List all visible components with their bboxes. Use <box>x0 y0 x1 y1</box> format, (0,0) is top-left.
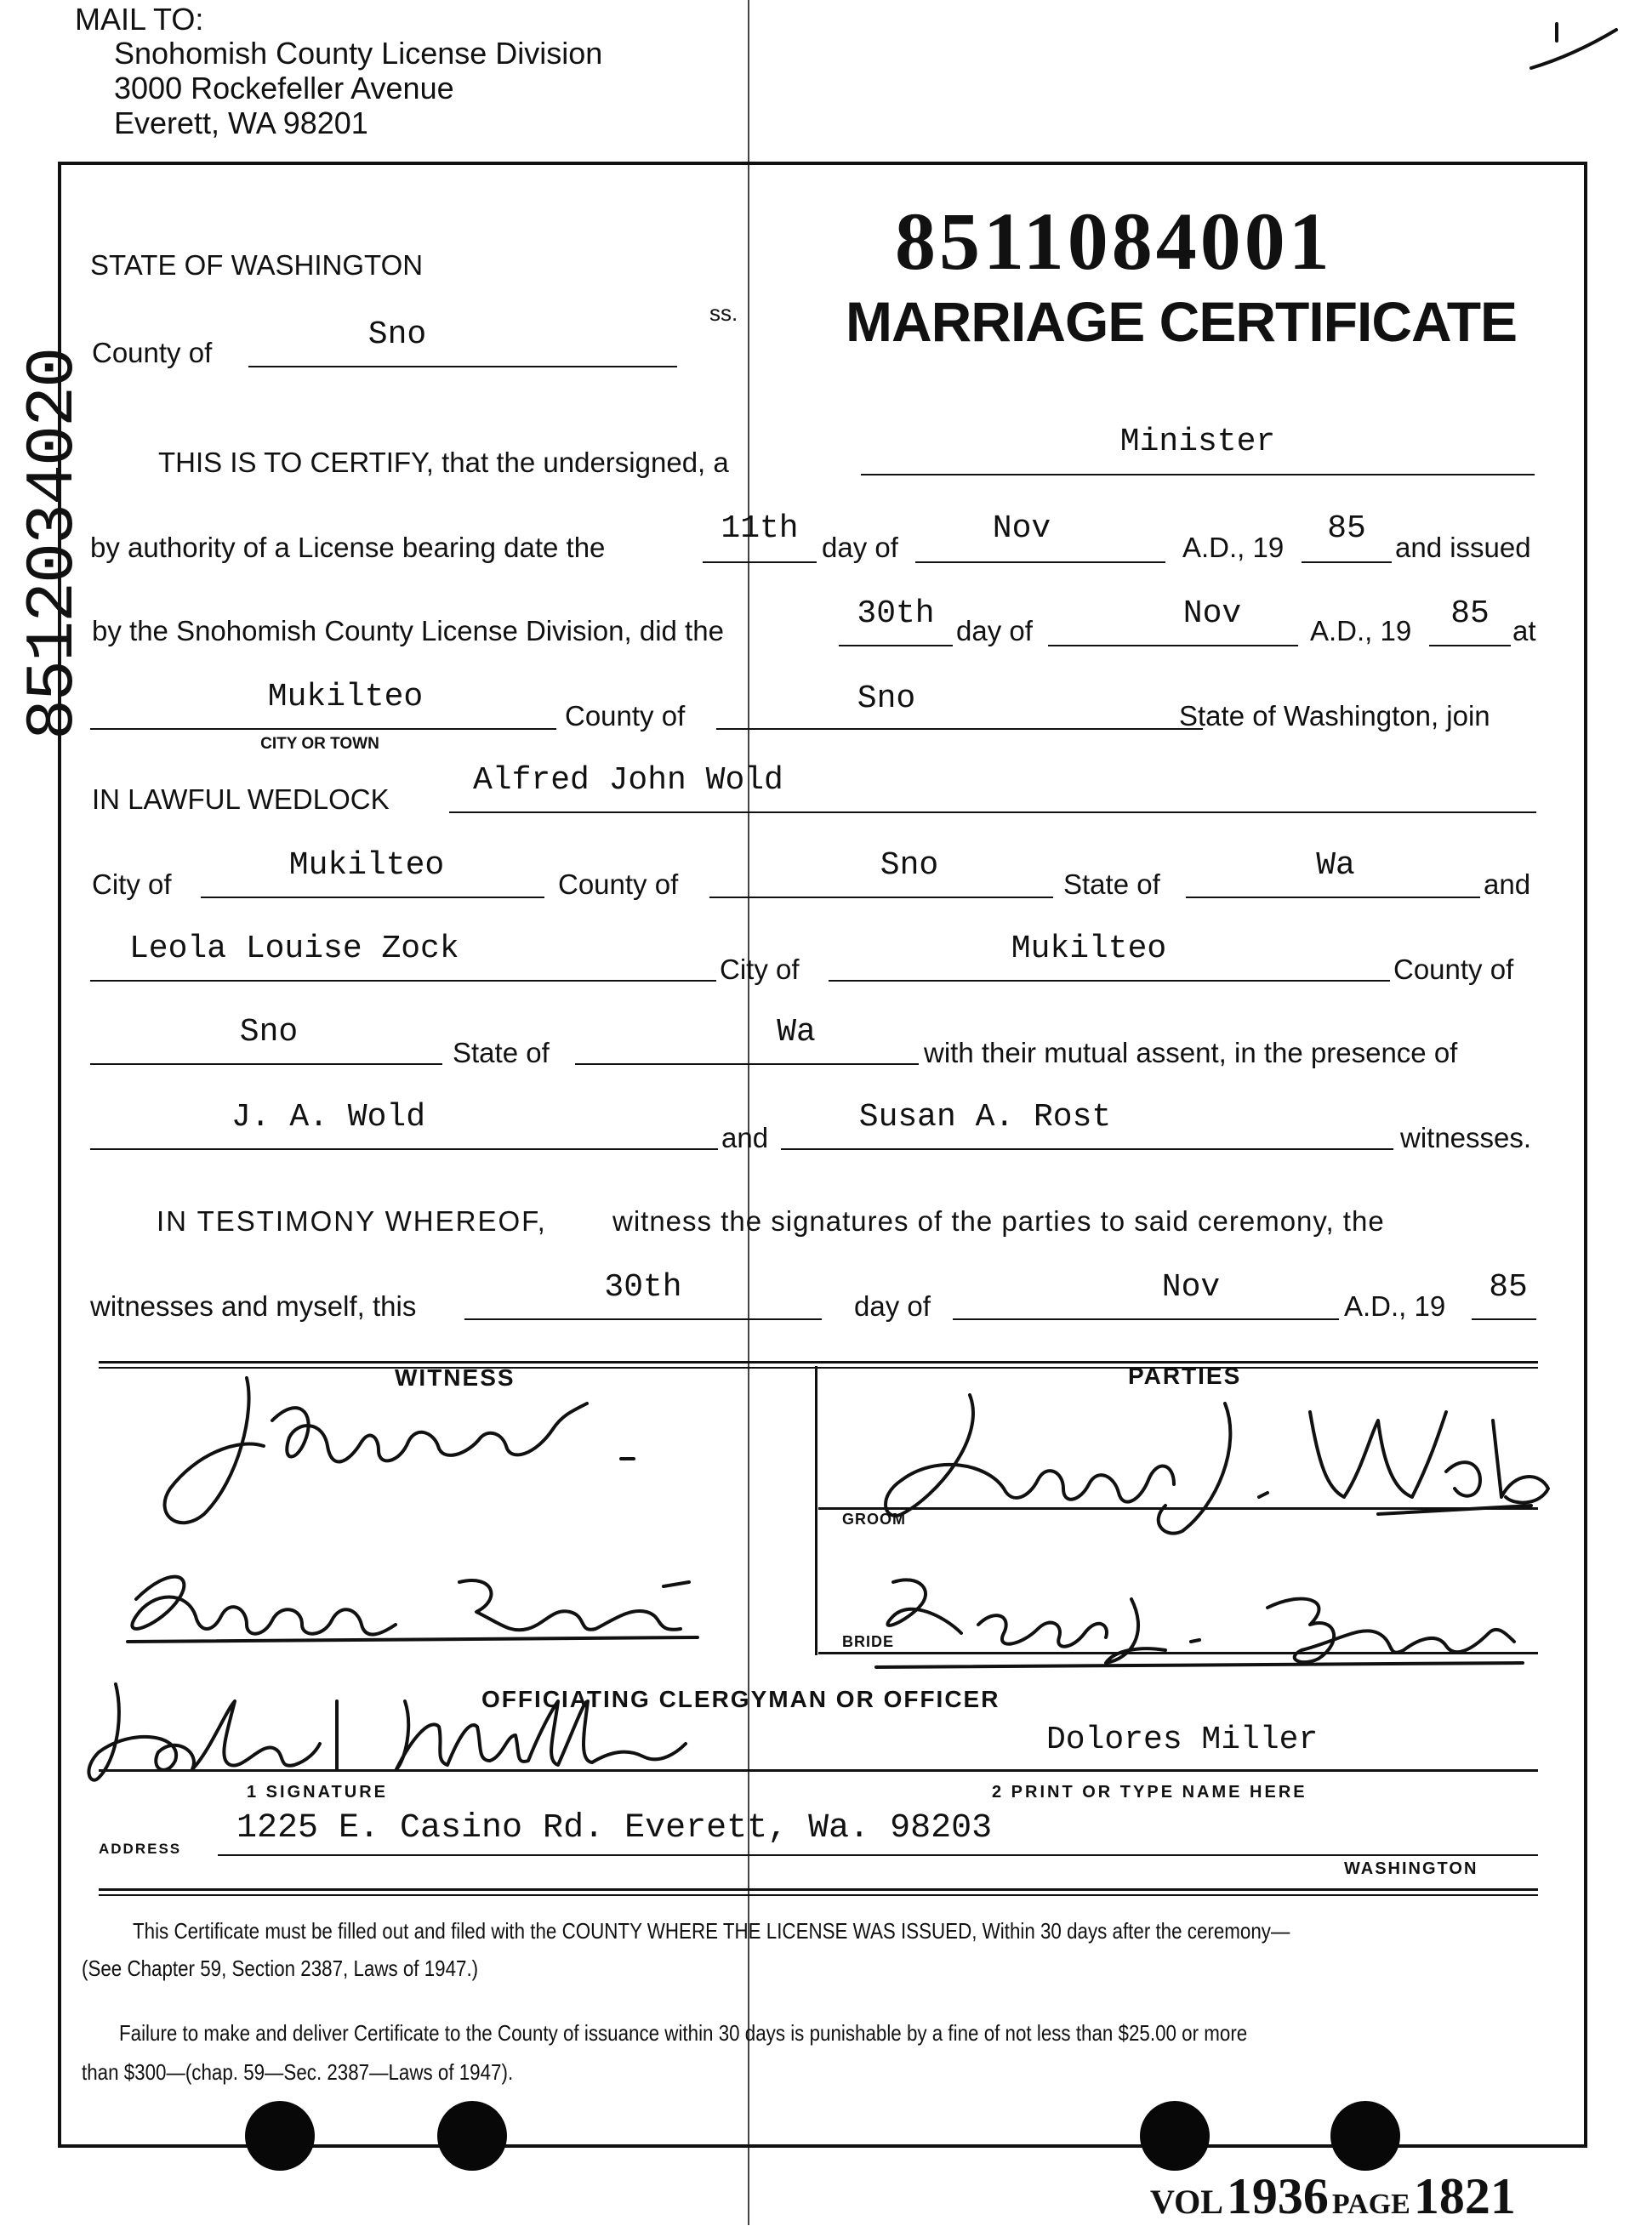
ceremony-day-line <box>839 645 953 646</box>
county-value: Sno <box>367 316 427 353</box>
punch-hole-4 <box>1330 2101 1400 2171</box>
place-county-line <box>716 728 1203 730</box>
bride-name: Leola Louise Zock <box>129 931 459 967</box>
groom-city-label: City of <box>92 868 172 900</box>
groom-state-label: State of <box>1063 868 1160 900</box>
place-city-line <box>90 728 556 730</box>
county-line <box>248 366 677 367</box>
ceremony-suffix: at <box>1512 615 1536 646</box>
mail-to-heading: MAIL TO: <box>75 2 204 37</box>
groom-city-line <box>201 897 544 898</box>
groom-county-line <box>709 897 1053 898</box>
bride-suffix: with their mutual assent, in the presence of <box>924 1037 1458 1068</box>
page-number: 1821 <box>1413 2168 1516 2224</box>
witness-one: J. A. Wold <box>231 1099 426 1136</box>
bride-county: Sno <box>239 1014 299 1050</box>
address-bottom-rule-2 <box>99 1894 1538 1896</box>
groom-county: Sno <box>880 847 939 884</box>
groom-and: and <box>1484 868 1531 900</box>
testimony-ad: A.D., 19 <box>1344 1290 1446 1322</box>
certify-label: THIS IS TO CERTIFY, that the undersigned, a <box>158 447 729 478</box>
bride-state: Wa <box>777 1014 816 1050</box>
state-label: STATE OF WASHINGTON <box>90 249 424 281</box>
address-bottom-rule <box>99 1888 1538 1891</box>
ceremony-year-line <box>1429 645 1511 646</box>
bride-signature <box>859 1557 1540 1676</box>
license-suffix: and issued <box>1395 532 1531 563</box>
testimony-month: Nov <box>1161 1269 1221 1306</box>
testimony-day: 30th <box>604 1269 682 1306</box>
witnesses-suffix: witnesses. <box>1400 1122 1532 1153</box>
testimony-prefix: witnesses and myself, this <box>90 1290 417 1322</box>
testimony-month-line <box>953 1318 1339 1320</box>
filing-note-line-2: (See Chapter 59, Section 2387, Laws of 1947.) <box>82 1956 479 1981</box>
groom-label: GROOM <box>842 1511 906 1528</box>
groom-name-line <box>449 811 1536 813</box>
bride-label: BRIDE <box>842 1633 895 1650</box>
certificate-number: 8511084001 <box>895 196 1333 287</box>
wedlock-label: IN LAWFUL WEDLOCK <box>92 783 390 815</box>
place-city: Mukilteo <box>267 679 424 715</box>
vol-number: 1936 <box>1226 2168 1329 2224</box>
groom-state: Wa <box>1316 847 1355 884</box>
testimony-day-of: day of <box>854 1290 931 1322</box>
address-value: 1225 E. Casino Rd. Everett, Wa. 98203 <box>236 1809 993 1847</box>
testimony-year-line <box>1472 1318 1536 1320</box>
mail-to-line-3: Everett, WA 98201 <box>114 105 368 140</box>
witness-one-line <box>90 1148 718 1150</box>
record-stamp <box>1150 2167 1516 2226</box>
document-title: MARRIAGE CERTIFICATE <box>846 290 1518 353</box>
bride-name-line <box>90 980 716 982</box>
groom-name: Alfred John Wold <box>473 762 783 799</box>
punch-hole-2 <box>437 2101 507 2171</box>
license-year-line <box>1302 561 1392 563</box>
witnesses-and: and <box>721 1122 769 1153</box>
bride-state-label: State of <box>453 1037 550 1068</box>
filing-note-line-1: This Certificate must be filled out and filed with the COUNTY WHERE THE LICENSE WAS ISSUED, Within 30 days after the ceremony— <box>133 1918 1290 1944</box>
witness-signature-1 <box>145 1361 655 1548</box>
ceremony-ad: A.D., 19 <box>1310 615 1412 646</box>
place-county-label: County of <box>565 700 686 732</box>
county-label: County of <box>92 337 213 368</box>
officiant-title: Minister <box>1119 424 1276 460</box>
license-month: Nov <box>992 510 1051 547</box>
testimony-lead: IN TESTIMONY WHEREOF, <box>157 1205 547 1237</box>
print-name-caption: 2 PRINT OR TYPE NAME HERE <box>992 1783 1307 1802</box>
groom-signature <box>868 1369 1548 1540</box>
signature-caption: 1 SIGNATURE <box>247 1783 388 1802</box>
mail-to-line-1: Snohomish County License Division <box>114 36 603 71</box>
license-prefix: by authority of a License bearing date the <box>90 532 606 563</box>
place-suffix: State of Washington, join <box>1179 700 1490 732</box>
witness-two-line <box>781 1148 1393 1150</box>
parties-header: PARTIES <box>1128 1363 1242 1389</box>
ceremony-month-line <box>1048 645 1298 646</box>
ceremony-month: Nov <box>1182 595 1242 632</box>
officer-name: Dolores Miller <box>1046 1722 1319 1758</box>
witness-signature-2 <box>102 1548 715 1659</box>
testimony-year: 85 <box>1489 1269 1528 1306</box>
license-month-line <box>915 561 1165 563</box>
bride-city: Mukilteo <box>1011 931 1167 967</box>
address-label: ADDRESS <box>99 1841 182 1857</box>
address-state-caption: WASHINGTON <box>1344 1859 1478 1878</box>
witness-two: Susan A. Rost <box>858 1099 1112 1136</box>
bride-county-line <box>90 1063 442 1065</box>
address-line <box>218 1854 1538 1856</box>
groom-county-label: County of <box>558 868 679 900</box>
groom-state-line <box>1186 897 1480 898</box>
signature-block-divider <box>815 1366 817 1655</box>
officiating-header: OFFICIATING CLERGYMAN OR OFFICER <box>481 1686 1000 1712</box>
place-county: Sno <box>857 680 916 717</box>
license-year: 85 <box>1327 510 1366 547</box>
witness-header: WITNESS <box>395 1364 516 1391</box>
ceremony-year: 85 <box>1450 595 1490 632</box>
license-day-line <box>703 561 817 563</box>
ss-label: ss. <box>709 300 738 326</box>
bride-state-line <box>575 1063 919 1065</box>
testimony-day-line <box>464 1318 822 1320</box>
ceremony-day-of: day of <box>956 615 1033 646</box>
penalty-note-line-1: Failure to make and deliver Certificate to the County of issuance within 30 days is punishable by a fine of not less than $25.00 or more <box>119 2020 1248 2046</box>
ceremony-prefix: by the Snohomish County License Division, did the <box>92 615 724 646</box>
officiant-title-line <box>861 474 1535 475</box>
bride-county-label: County of <box>1393 954 1514 985</box>
bride-city-label: City of <box>720 954 800 985</box>
page-label: PAGE <box>1331 2189 1410 2220</box>
place-city-caption: CITY OR TOWN <box>260 735 379 753</box>
punch-hole-3 <box>1140 2101 1210 2171</box>
bride-city-line <box>829 980 1390 982</box>
penalty-note-line-2: than $300—(chap. 59—Sec. 2387—Laws of 1947). <box>82 2059 514 2085</box>
groom-city: Mukilteo <box>288 847 445 884</box>
mail-to-line-2: 3000 Rockefeller Avenue <box>114 71 454 105</box>
license-day-of: day of <box>822 532 898 563</box>
officer-signature <box>82 1667 694 1786</box>
ceremony-day: 30th <box>857 595 935 632</box>
corner-mark <box>1523 17 1625 77</box>
side-number: 8512034020 <box>15 348 93 740</box>
license-day: 11th <box>721 510 799 547</box>
license-ad: A.D., 19 <box>1182 532 1285 563</box>
punch-hole-1 <box>245 2101 315 2171</box>
officer-signature-line <box>99 1769 1538 1772</box>
testimony-line-1: witness the signatures of the parties to said ceremony, the <box>612 1205 1385 1237</box>
vol-label: VOL <box>1150 2183 1223 2221</box>
